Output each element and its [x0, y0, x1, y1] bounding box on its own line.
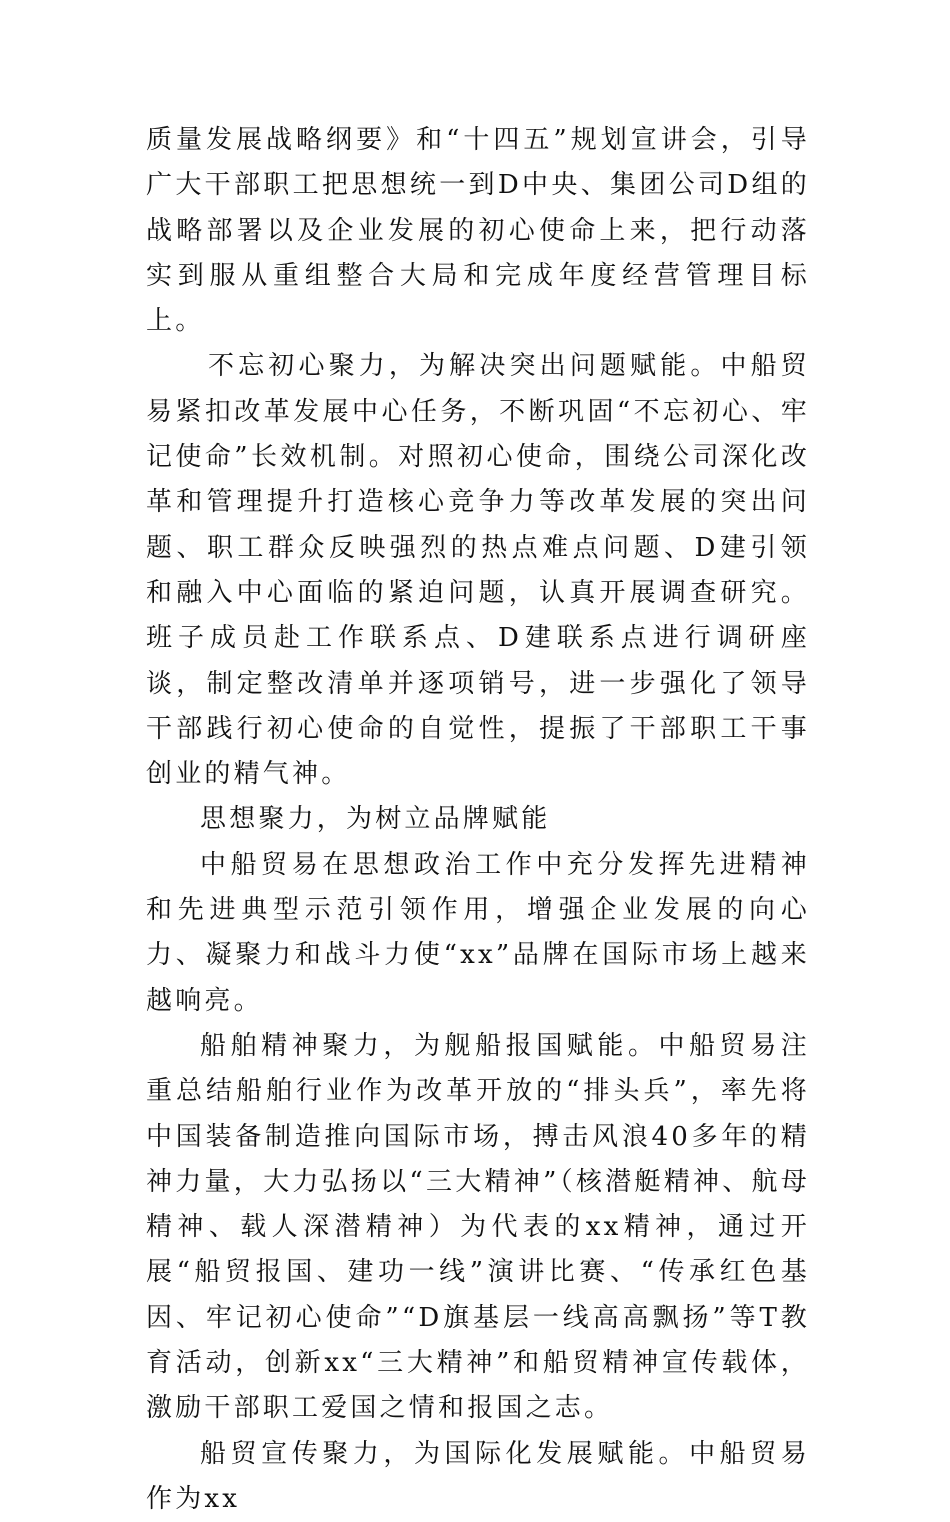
paragraph-continuation: 质量发展战略纲要》和“十四五”规划宣讲会，引导广大干部职工把思想统一到D中央、集团公司D组的战略部署以及企业发展的初心使命上来，把行动落实到服从重组整合大局和完成年度经营管理目标上。 [146, 125, 810, 337]
paragraph-chuanbo-jingshen: 船舶精神聚力，为舰船报国赋能。中船贸易注重总结船舶行业作为改革开放的“排头兵”，率先将中国装备制造推向国际市场，搏击风浪40多年的精神力量，大力弘扬以“三大精神”（核潜艇精神、航母精神、载人深潜精神）为代表的xx精神，通过开展“船贸报国、建功一线”演讲比赛、“传承红色基因、牢记初心使命”“D旗基层一线高高飘扬”等T教育活动，创新xx“三大精神”和船贸精神宣传载体，激励干部职工爱国之情和报国之志。 [146, 1030, 810, 1424]
document-body [146, 118, 810, 1522]
section-heading-sixiang: 思想聚力，为树立品牌赋能 [200, 804, 551, 835]
paragraph-chuanmao-xuanchuan: 船贸宣传聚力，为国际化发展赋能。中船贸易作为xx [146, 1438, 810, 1514]
paragraph-buwang-chuxin: 不忘初心聚力，为解决突出问题赋能。中船贸易紧扣改革发展中心任务，不断巩固“不忘初心、牢记使命”长效机制。对照初心使命，围绕公司深化改革和管理提升打造核心竞争力等改革发展的突出问题、职工群众反映强烈的热点难点问题、D建引领和融入中心面临的紧迫问题，认真开展调查研究。班子成员赴工作联系点、D建联系点进行调研座谈，制定整改清单并逐项销号，进一步强化了领导干部践行初心使命的自觉性，提振了干部职工干事创业的精气神。 [146, 351, 810, 790]
paragraph-sixiang-zhengzhi: 中船贸易在思想政治工作中充分发挥先进精神和先进典型示范引领作用，增强企业发展的向心力、凝聚力和战斗力使“xx”品牌在国际市场上越来越响亮。 [146, 849, 810, 1016]
